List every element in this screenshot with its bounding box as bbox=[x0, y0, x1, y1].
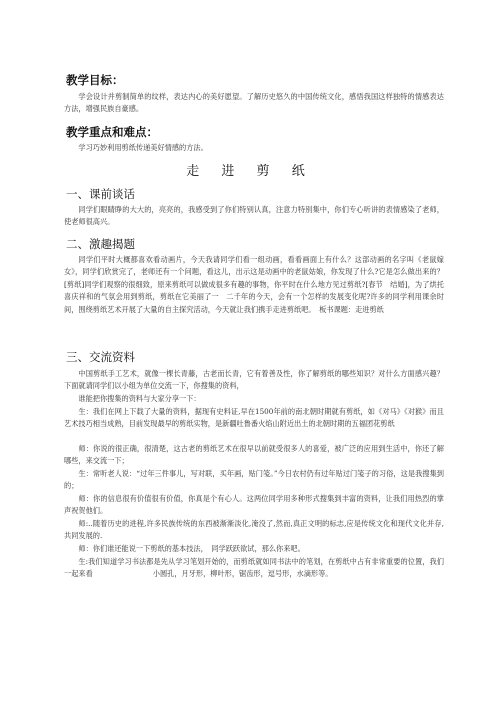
key-points-text: 学习巧妙利用剪纸传递美好情感的方法。 bbox=[78, 143, 208, 152]
section-1-paragraph: 同学们眼睛睁的大大的，亮亮的，我感受到了你们特别认真，注意力特别集中，你们专心听讲的表情感染了老师，使老师很高兴。 bbox=[64, 205, 444, 227]
document-title: 走 进 剪 纸 bbox=[186, 164, 314, 179]
section-3-paragraph-4: 师：你说的很正确，很清楚，这古老的剪纸艺术在很早以前就受很多人的喜爱，被广泛的应用到生活中，你还了解哪些，来交流一下； bbox=[64, 444, 444, 466]
section-3-paragraph-1: 中国剪纸手工艺术，就像一棵长青藤，古老而长青，它有着善及性，你了解剪纸的哪些知识？对什么方面感兴趣？下面就请同学们以小组为单位交流一下，你搜集的资料， bbox=[64, 369, 444, 391]
key-points-heading: 教学重点和难点： bbox=[66, 125, 158, 139]
section-heading-1: 一、课前谈话 bbox=[66, 187, 135, 201]
section-3-paragraph-7: 师:..随着历史的进程,许多民族传统的东西被渐渐淡化,淹没了,然而,真正文明的标志,应是传统文化和现代文化并存,共同发展的. bbox=[64, 519, 444, 541]
section-heading-2: 二、激趣揭题 bbox=[66, 237, 135, 251]
section-heading-3: 三、交流资料 bbox=[66, 350, 135, 364]
section-3-paragraph-2: 谁能把你搜集的资料与大家分享一下： bbox=[78, 394, 201, 403]
objectives-heading: 教学目标： bbox=[66, 73, 124, 87]
objectives-text: 学会设计并剪制简单的纹样，表达内心的美好愿望。了解历史悠久的中国传统文化，感悟我国这样独特的情感表达方法，增强民族自豪感。 bbox=[64, 92, 444, 114]
section-3-paragraph-5: 生：常听老人说：“过年三件事儿，写对联，买年画，贴门笺。”今日农村仍有过年贴过门笺子的习俗，这是我搜集到的； bbox=[64, 469, 444, 491]
section-3-paragraph-6: 师：你的信息很有价值很有价值，你真是个有心人。这两位同学用多种形式搜集到丰富的资料，让我们用热烈的掌声祝贺他们。 bbox=[64, 494, 444, 516]
section-3-paragraph-8: 师：你们谁还能说一下剪纸的基本技法， 同学跃跃欲试，那么你来吧。 bbox=[78, 544, 305, 553]
section-3-paragraph-9: 生:我们知道学习书法都是先从学习笔划开始的，而剪纸就如同书法中的笔划，在剪纸中占有非常重要的位置，我们一起来看 小圆孔，月牙形，柳叶形，锯齿形，逗号形，水滴形等。 bbox=[64, 557, 444, 579]
section-3-paragraph-3: 生：我们在网上下载了大量的资料，据现有史料证,早在1500年前的南北朝时期就有剪纸，如《对马》《对猴》而且艺术技巧相当成熟，目前发现最早的剪纸实物，是新疆吐鲁番火焰山附近出土的北朝时期的五福团花剪纸 bbox=[64, 407, 444, 429]
section-2-paragraph: 同学们平时大概都喜欢看动画片，今天我请同学们看一组动画，看看画面上有什么？这部动画的名字叫《老鼠嫁女》，同学们欣赏完了，老师还有一个问题，看这儿，出示这是动画中的老鼠姑娘，你发现了什么?它是怎么做出来的？[剪纸]同学们观察的很细致，原来剪纸可以做成很多有趣的事物，你平时在什么地方见过剪纸?[春节 结婚]，为了烘托喜庆祥和的气氛会用到剪纸，剪纸在它美丽了一 二千年的今天，会有一个怎样的发展变化呢?许多的同学利用课余时间，围绕剪纸艺术开展了大量的自主探究活动，今天就让我们携手走进剪纸吧。 板书课题：走进剪纸 bbox=[64, 255, 444, 314]
